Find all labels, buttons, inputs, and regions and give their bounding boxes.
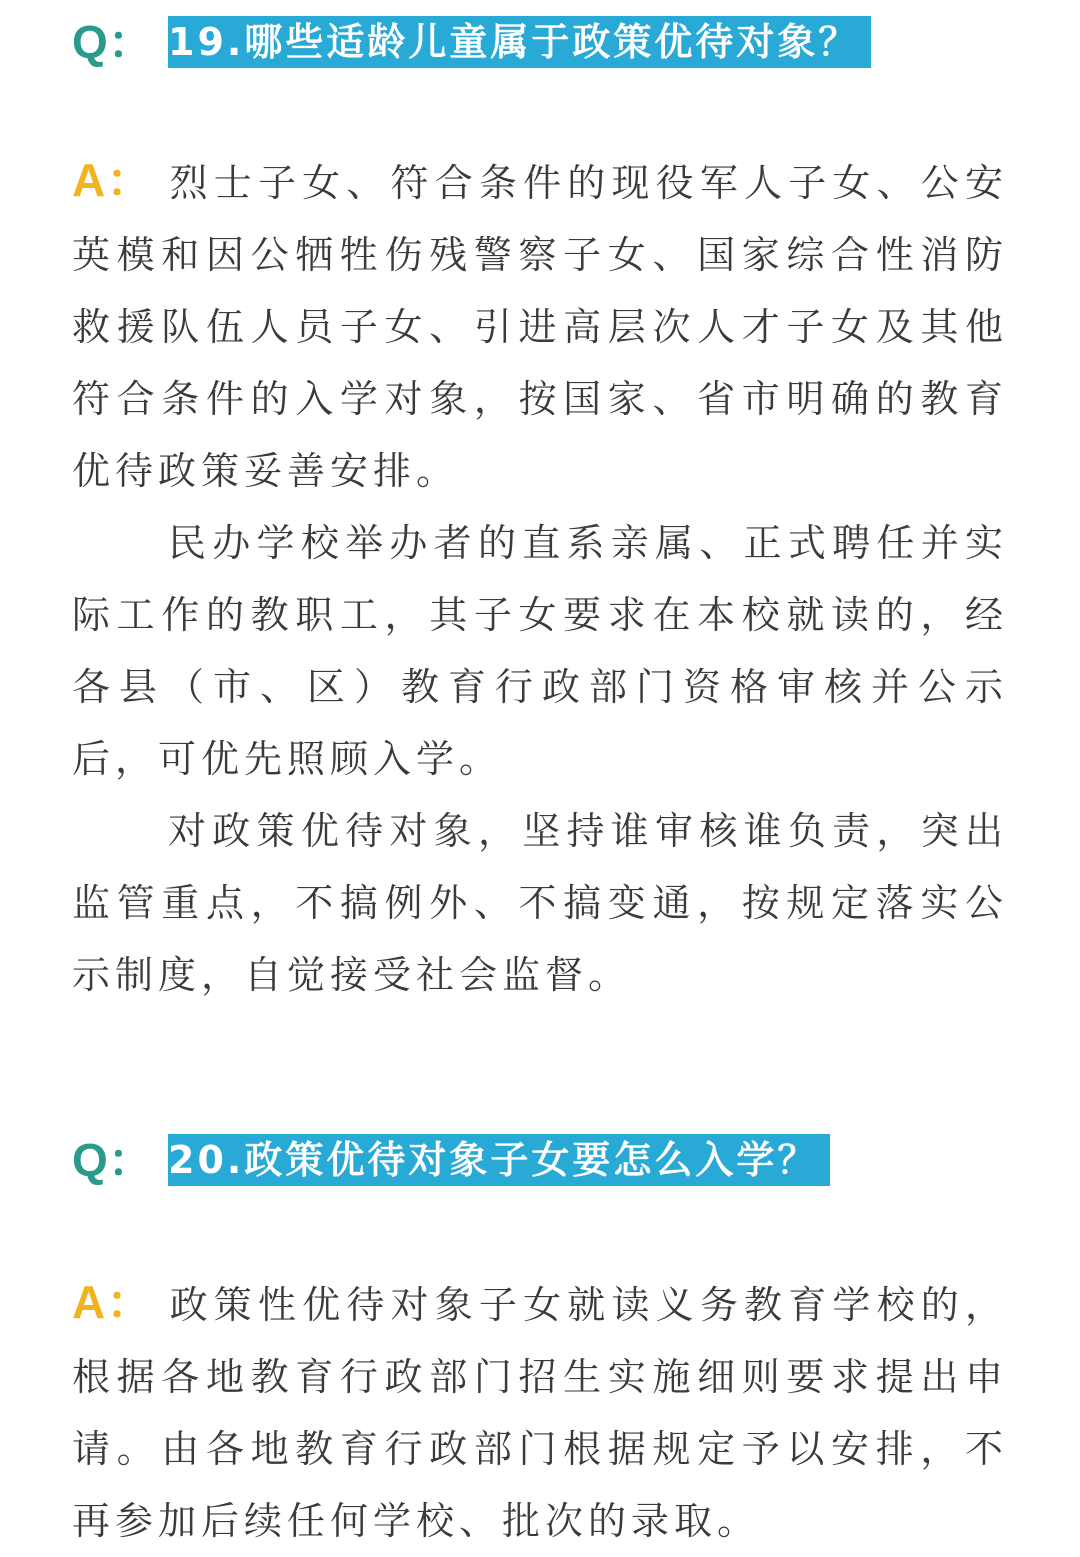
qa-block-19 — [72, 16, 1008, 1011]
question-row — [72, 16, 1008, 68]
qa-block-20 — [72, 1134, 1008, 1557]
answer-paragraph — [72, 1266, 1008, 1557]
answer-text: 烈士子女、符合条件的现役军人子女、公安英模和因公牺牲伤残警察子女、国家综合性消防救援队伍人员子女、引进高层次人才子女及其他符合条件的入学对象，按国家、省市明确的教育优待政策妥善安排。 — [72, 161, 1008, 493]
answer-paragraph: 民办学校举办者的直系亲属、正式聘任并实际工作的教职工，其子女要求在本校就读的，经各县（市、区）教育行政部门资格审核并公示后，可优先照顾入学。 — [72, 521, 1008, 781]
answer-text: 政策性优待对象子女就读义务教育学校的，根据各地教育行政部门招生实施细则要求提出申请。由各地教育行政部门根据规定予以安排，不再参加后续任何学校、批次的录取。 — [72, 1283, 1008, 1543]
answer-paragraph: 对政策优待对象，坚持谁审核谁负责，突出监管重点，不搞例外、不搞变通，按规定落实公示制度，自觉接受社会监督。 — [72, 809, 1008, 997]
question-label: Q： — [72, 1134, 154, 1186]
answer-paragraph — [72, 144, 1008, 507]
question-title: 20.政策优待对象子女要怎么入学？ — [168, 1134, 830, 1186]
question-row — [72, 1134, 1008, 1186]
answer-label: A： — [72, 1276, 154, 1328]
question-title: 19.哪些适龄儿童属于政策优待对象？ — [168, 16, 871, 68]
question-label: Q： — [72, 16, 154, 68]
answer-label: A： — [72, 154, 154, 206]
